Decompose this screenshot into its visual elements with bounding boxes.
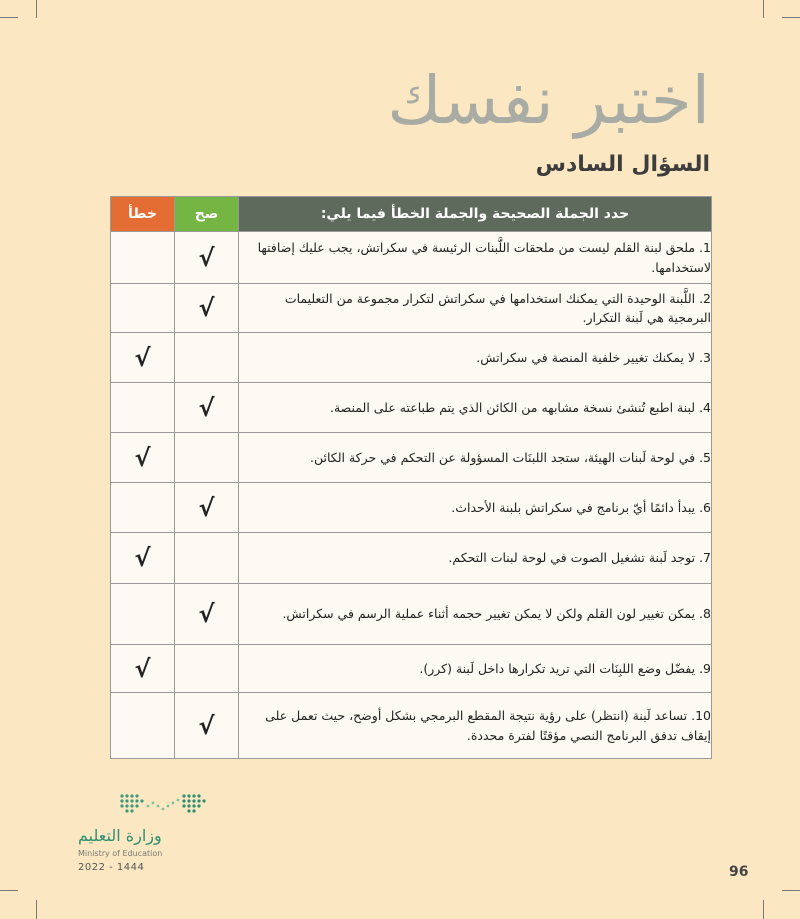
true-cell — [175, 645, 239, 693]
false-cell — [111, 383, 175, 433]
crop-mark — [36, 900, 37, 919]
true-cell: √ — [175, 232, 239, 284]
true-false-table — [110, 196, 712, 759]
true-cell: √ — [175, 483, 239, 533]
false-cell — [111, 483, 175, 533]
table-row — [111, 693, 712, 759]
statement-cell: 2. اللَّبنة الوحيدة التي يمكنك استخدامها في سكراتش لتكرار مجموعة من التعليمات البرمجية هي لَبنة التكرار. — [239, 284, 712, 333]
table-row — [111, 383, 712, 433]
crop-mark — [763, 0, 764, 18]
ministry-logo — [74, 792, 244, 882]
table-row — [111, 533, 712, 584]
table-row — [111, 433, 712, 483]
logo-year: 2022 - 1444 — [78, 862, 145, 873]
true-cell — [175, 433, 239, 483]
crop-mark — [36, 0, 37, 18]
true-cell — [175, 333, 239, 383]
false-cell — [111, 232, 175, 284]
crop-mark — [782, 890, 800, 891]
statement-cell: 7. توجد لَبنة تشغيل الصوت في لوحة لبنات التحكم. — [239, 533, 712, 584]
page-title: اختبر نفسك — [387, 62, 710, 139]
true-cell: √ — [175, 584, 239, 645]
header-statement: حدد الجملة الصحيحة والجملة الخطأ فيما يلي: — [239, 197, 712, 232]
table-row — [111, 584, 712, 645]
statement-cell: 4. لبنة اطبع تُنشئ نسخة مشابهه من الكائن الذي يتم طباعته على المنصة. — [239, 383, 712, 433]
true-cell: √ — [175, 693, 239, 759]
statement-cell: 9. يفضّل وضع اللبِنَات التي تريد تكرارها داخل لَبنة (كرر). — [239, 645, 712, 693]
false-cell: √ — [111, 333, 175, 383]
table-row — [111, 483, 712, 533]
header-true: صح — [175, 197, 239, 232]
false-cell — [111, 284, 175, 333]
statement-cell: 5. في لوحة لَبنات الهيئة، ستجد اللبنَات المسؤولة عن التحكم في حركة الكائن. — [239, 433, 712, 483]
ministry-dots-icon — [118, 792, 208, 816]
statement-cell: 8. يمكن تغيير لون القلم ولكن لا يمكن تغيير حجمه أثناء عملية الرسم في سكراتش. — [239, 584, 712, 645]
true-cell — [175, 533, 239, 584]
statement-cell: 6. يبدأ دائمًا أيّ برنامج في سكراتش بلبنة الأحداث. — [239, 483, 712, 533]
crop-mark — [0, 17, 18, 18]
false-cell — [111, 584, 175, 645]
crop-mark — [782, 17, 800, 18]
false-cell — [111, 693, 175, 759]
statement-cell: 1. ملحق لبنة القلم ليست من ملحقات اللَّبنات الرئيسة في سكراتش، يجب عليك إضافتها لاستخدامها. — [239, 232, 712, 284]
statement-cell: 3. لا يمكنك تغيير خلفية المنصة في سكراتش. — [239, 333, 712, 383]
true-cell: √ — [175, 284, 239, 333]
logo-arabic-text: وزارة التعليم — [78, 826, 162, 845]
table-row — [111, 284, 712, 333]
header-false: خطأ — [111, 197, 175, 232]
true-cell: √ — [175, 383, 239, 433]
crop-mark — [0, 890, 18, 891]
page-number: 96 — [729, 864, 749, 880]
table-row — [111, 232, 712, 284]
crop-mark — [763, 900, 764, 919]
false-cell: √ — [111, 433, 175, 483]
table-row — [111, 333, 712, 383]
section-subtitle: السؤال السادس — [535, 152, 710, 177]
false-cell: √ — [111, 645, 175, 693]
false-cell: √ — [111, 533, 175, 584]
logo-english-text: Ministry of Education — [78, 849, 163, 858]
table-row — [111, 645, 712, 693]
statement-cell: 10. تساعد لَبنة (انتظر) على رؤية نتيجة المقطع البرمجي بشكل أوضح، حيث تعمل على إيقاف تدفق البرنامج النصي مؤقتًا لفترة محددة. — [239, 693, 712, 759]
